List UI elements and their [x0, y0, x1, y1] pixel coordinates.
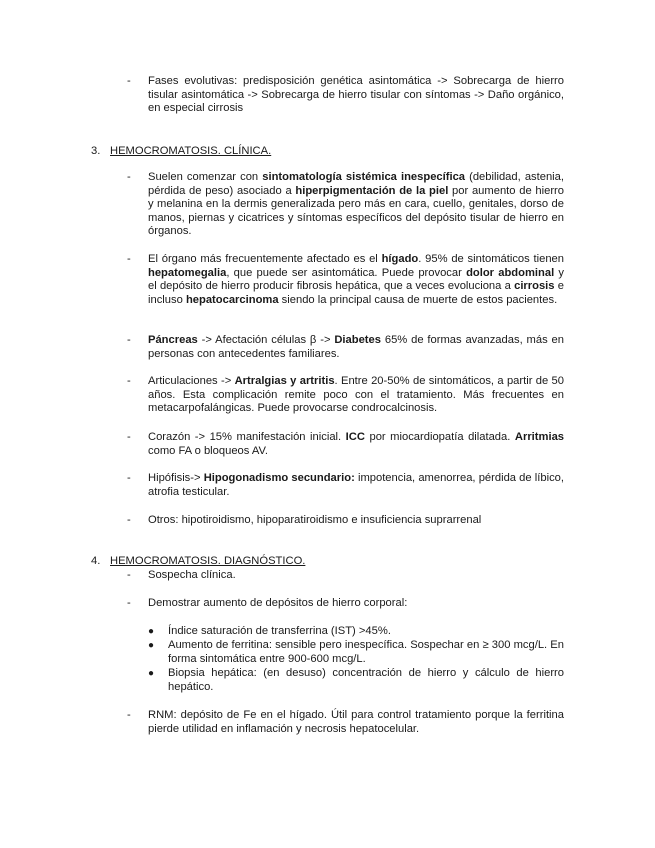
text-run: por miocardiopatía dilatada. [364, 431, 515, 443]
bullet-item-ist: Índice saturación de transferrina (IST) >45%. [168, 625, 391, 637]
bullet-marker: ● [148, 668, 155, 679]
section-4-number: 4. [91, 555, 101, 567]
bold-term: ICC [345, 431, 365, 443]
bold-term: Páncreas [148, 334, 198, 346]
list-item-sospecha: Sospecha clínica. [148, 569, 236, 581]
text-run: Suelen comenzar con [148, 171, 263, 183]
list-dash: - [127, 75, 131, 87]
bold-term: Diabetes [334, 334, 381, 346]
text-run: impotencia, amenorrea, pérdida de líbico, atrofia testicular. [148, 472, 564, 498]
text-run: e incluso [148, 280, 564, 306]
text-run: , que puede ser asintomática. Puede provocar [226, 266, 467, 279]
list-item-clinica [148, 514, 564, 528]
bold-term: hígado [381, 253, 419, 265]
list-dash: - [127, 431, 131, 443]
section-3-title: HEMOCROMATOSIS. CLÍNICA. [110, 145, 272, 157]
list-dash: - [127, 514, 131, 526]
section-4-title: HEMOCROMATOSIS. DIAGNÓSTICO. [110, 555, 306, 567]
bold-term: Artralgias y artritis [234, 375, 335, 387]
text-run: Articulaciones -> [148, 375, 235, 387]
section-4-heading [91, 555, 305, 569]
text-run: . 95% de sintomáticos tienen [418, 253, 564, 265]
text-run: El órgano más frecuentemente afectado es el [148, 253, 382, 265]
list-dash: - [127, 171, 131, 183]
bold-term: hepatomegalia [148, 266, 227, 279]
bold-term: hepatocarcinoma [185, 293, 279, 306]
bullet-marker: ● [148, 640, 155, 651]
list-dash: - [127, 597, 131, 609]
bold-term: dolor abdominal [466, 266, 555, 279]
bold-term: Arritmias [514, 431, 565, 443]
bold-term: hiperpigmentación de la piel [295, 184, 449, 197]
bold-term: sintomatología sistémica inespecífica [262, 171, 466, 183]
list-item-fases-evolutivas: Fases evolutivas: predisposición genética asintomática -> Sobrecarga de hierro tisular asintomática -> Sobrecarga de hierro tisular con síntomas -> Daño orgánico, en especial cirrosis [148, 75, 564, 115]
section-3-heading [91, 145, 271, 159]
list-dash: - [127, 472, 131, 484]
text-run: como FA o bloqueos AV. [148, 444, 269, 457]
text-run: siendo la principal causa de muerte de estos pacientes. [278, 293, 558, 306]
list-item-clinica [148, 375, 564, 416]
bold-term: Hipogonadismo secundario: [203, 472, 355, 484]
text-run: (debilidad, astenia, pérdida de peso) asociado a [148, 171, 564, 197]
bullet-marker: ● [148, 626, 155, 637]
list-item-clinica [148, 431, 564, 458]
list-dash: - [127, 569, 131, 581]
list-item-demostrar: Demostrar aumento de depósitos de hierro corporal: [148, 597, 408, 609]
list-item-clinica [148, 334, 564, 361]
text-run: 65% de formas avanzadas, más en personas con antecedentes familiares. [148, 334, 564, 360]
section-3-number: 3. [91, 145, 101, 157]
list-dash: - [127, 253, 131, 265]
text-run: Corazón -> 15% manifestación inicial. [148, 431, 346, 443]
list-item-rnm: RNM: depósito de Fe en el hígado. Útil para control tratamiento porque la ferritina pierde utilidad en inflamación y necrosis hepatocelular. [148, 709, 564, 735]
list-dash: - [127, 709, 131, 721]
list-dash: - [127, 334, 131, 346]
text-run: Hipófisis-> [148, 472, 204, 484]
list-item-clinica [148, 253, 564, 307]
list-dash: - [127, 375, 131, 387]
text-run: por aumento de hierro y melanina en la dermis generalizada pero más en cara, cuello, genitales, dorso de manos, piernas y cicatrices y síntomas específicos del depósito tisular de hierro en órganos. [148, 184, 564, 238]
list-item-clinica [148, 171, 564, 239]
bold-term: cirrosis [514, 280, 555, 293]
bullet-item-ferritina: Aumento de ferritina: sensible pero inespecífica. Sospechar en ≥ 300 mcg/L. En forma sintomática entre 900-600 mcg/L. [168, 639, 564, 665]
list-item-clinica [148, 472, 564, 499]
text-run: . Entre 20-50% de sintomáticos, a partir de 50 años. Esta complicación remite poco con el tratamiento. Más frecuentes en metacarpofalángicas. Puede provocarse condrocalcinosis. [148, 375, 564, 415]
text-run: -> Afectación células β -> [197, 334, 335, 346]
text-run: Otros: hipotiroidismo, hipoparatiroidismo e insuficiencia suprarrenal [148, 514, 482, 526]
text-run: y el depósito de hierro producir fibrosis hepática, que a veces evoluciona a [148, 266, 564, 293]
bullet-item-biopsia: Biopsia hepática: (en desuso) concentración de hierro y cálculo de hierro hepático. [168, 667, 564, 693]
